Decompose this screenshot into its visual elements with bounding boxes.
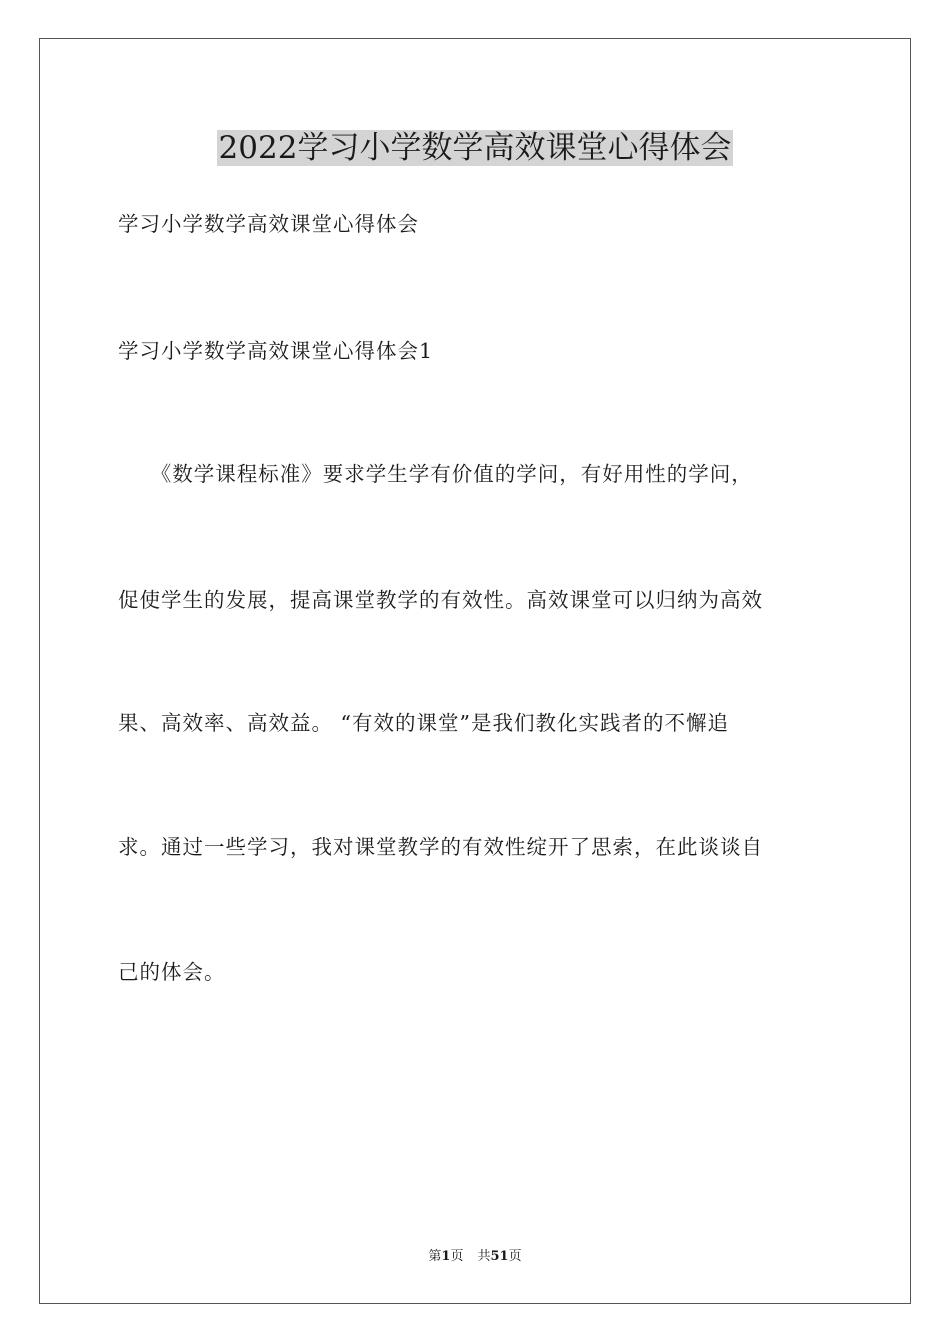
footer-page-number: 1: [441, 1249, 451, 1264]
section-heading: 学习小学数学高效课堂心得体会1: [118, 339, 434, 363]
footer-total-prefix: 共: [477, 1249, 491, 1264]
paragraph-line: 果、高效率、高效益。 “有效的课堂”是我们教化实践者的不懈追: [118, 711, 729, 735]
footer-page-suffix: 页: [450, 1249, 464, 1264]
footer-total-pages: 51: [490, 1249, 509, 1264]
document-title: [0, 124, 950, 172]
paragraph-line: 促使学生的发展，提高课堂教学的有效性。高效课堂可以归纳为高效: [118, 588, 763, 612]
paragraph-line: 求。通过一些学习，我对课堂教学的有效性绽开了思索，在此谈谈自: [118, 835, 763, 859]
paragraph-line: 己的体会。: [118, 960, 226, 984]
footer-total-suffix: 页: [508, 1249, 522, 1264]
document-title-text: 2022学习小学数学高效课堂心得体会: [218, 130, 732, 166]
footer-page-prefix: 第: [428, 1249, 442, 1264]
paragraph-line: 《数学课程标准》要求学生学有价值的学问，有好用性的学问，: [118, 462, 753, 486]
document-subtitle: 学习小学数学高效课堂心得体会: [118, 212, 419, 236]
page-footer: [0, 1248, 950, 1266]
